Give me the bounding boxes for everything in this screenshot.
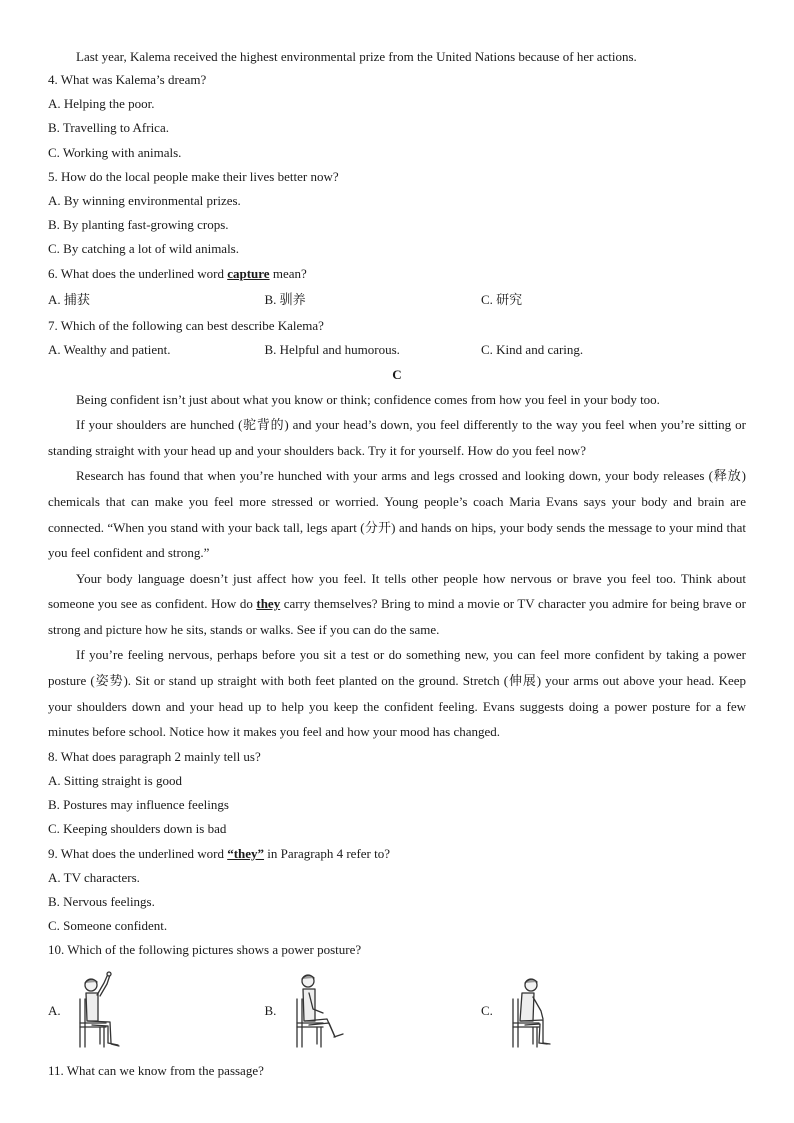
q6-option-a[interactable]: A. 捕获	[48, 291, 90, 307]
intro-line: Last year, Kalema received the highest environmental prize from the United Nations because of her actions.	[76, 49, 637, 64]
passage-paragraph-1: Being confident isn’t just about what you know or think; confidence comes from how you feel in your body too.	[76, 391, 660, 407]
q7-options	[48, 338, 746, 363]
q8-option-a[interactable]: A. Sitting straight is good	[48, 773, 182, 789]
question-7-stem: 7. Which of the following can best describe Kalema?	[48, 317, 324, 333]
q10-option-a[interactable]	[48, 971, 265, 1051]
question-5-stem: 5. How do the local people make their lives better now?	[48, 168, 339, 184]
q7-option-a[interactable]: A. Wealthy and patient.	[48, 342, 171, 358]
passage-paragraph-4	[48, 566, 746, 643]
passage-paragraph-3: Research has found that when you’re hunched with your arms and legs crossed and looking down, your body releases (释放) chemicals that can make you feel more stressed or worried. Young people’s coach Maria Evans says your body and brain are connected. “When you stand with your back tall, legs apart (分开) and hands on hips, your body sends the message to your mind that you feel confident and strong.”	[48, 468, 746, 561]
q6-stem-post: mean?	[269, 265, 307, 281]
passage-paragraph-2: If your shoulders are hunched (驼背的) and your head’s down, you feel differently to the way you feel when you’re sitting or standing straight with your head up and your shoulders back. Try it for yourself. How do you feel now?	[48, 417, 746, 458]
q10-option-b[interactable]	[265, 971, 482, 1051]
section-heading-c: C	[392, 366, 402, 382]
q10-option-b-label: B.	[264, 1002, 277, 1018]
q6-stem-pre: 6. What does the underlined word	[48, 265, 228, 281]
q6-options	[48, 286, 746, 314]
question-10-stem: 10. Which of the following pictures shows a power posture?	[48, 942, 362, 958]
q9-stem-post: in Paragraph 4 refer to?	[264, 845, 391, 861]
q7-option-c[interactable]: C. Kind and caring.	[481, 342, 584, 358]
q9-underlined-word: “they”	[227, 845, 265, 861]
para4-text-post: carry themselves? Bring to mind a movie or TV character you admire for being brave or strong and picture how he sits, stands or walks. See if you can do the same.	[48, 596, 746, 637]
question-9-stem	[48, 842, 746, 866]
question-6	[48, 262, 746, 314]
q6-option-c[interactable]: C. 研究	[481, 291, 523, 307]
person-arms-raised-on-chair-image	[70, 971, 140, 1051]
q8-option-c[interactable]: C. Keeping shoulders down is bad	[48, 821, 227, 837]
q10-option-c-label: C.	[481, 1002, 493, 1018]
passage-paragraph-5: If you’re feeling nervous, perhaps before you sit a test or do something new, you can feel more confident by taking a power posture (姿势). Sit or stand up straight with both feet planted on the ground. Stretch (伸展) your arms out above your head. Keep your shoulders down and your head up to help you keep the confident feeling. Evans suggests doing a power posture for a few minutes before school. Notice how it makes you feel and how your mood has changed.	[48, 647, 746, 740]
q10-picture-options	[48, 969, 746, 1053]
person-sitting-arms-down-on-chair-image	[287, 971, 357, 1051]
question-7	[48, 314, 746, 363]
para4-text-pre: Your body language doesn’t just affect how you feel. It tells other people how nervous or brave you feel too. Think about someone you see as confident. How do	[48, 570, 746, 612]
q8-option-b[interactable]: B. Postures may influence feelings	[48, 797, 229, 813]
question-8	[48, 745, 746, 842]
q4-option-b[interactable]: B. Travelling to Africa.	[48, 120, 169, 136]
q9-stem-pre: 9. What does the underlined word	[48, 845, 228, 861]
q4-option-c[interactable]: C. Working with animals.	[48, 144, 182, 160]
document-page	[48, 46, 746, 1083]
q5-option-c[interactable]: C. By catching a lot of wild animals.	[48, 241, 239, 257]
q10-option-c[interactable]	[481, 971, 698, 1051]
question-8-stem: 8. What does paragraph 2 mainly tell us?	[48, 748, 261, 764]
q6-option-b[interactable]: B. 驯养	[264, 291, 306, 307]
q9-option-a[interactable]: A. TV characters.	[48, 869, 140, 885]
q4-option-a[interactable]: A. Helping the poor.	[48, 96, 155, 112]
q5-option-a[interactable]: A. By winning environmental prizes.	[48, 193, 241, 209]
person-hunched-on-chair-image	[503, 971, 573, 1051]
question-10	[48, 938, 746, 1052]
q7-option-b[interactable]: B. Helpful and humorous.	[264, 342, 400, 358]
q9-option-c[interactable]: C. Someone confident.	[48, 918, 168, 934]
question-5	[48, 165, 746, 262]
q10-option-a-label: A.	[48, 1002, 61, 1018]
q9-option-b[interactable]: B. Nervous feelings.	[48, 894, 155, 910]
question-4-stem: 4. What was Kalema’s dream?	[48, 72, 207, 87]
question-9	[48, 842, 746, 939]
question-11-stem: 11. What can we know from the passage?	[48, 1062, 264, 1078]
para4-underlined-word: they	[256, 596, 281, 612]
question-6-stem	[48, 262, 746, 286]
q5-option-b[interactable]: B. By planting fast-growing crops.	[48, 217, 229, 233]
q6-underlined-word: capture	[227, 265, 270, 281]
question-4	[48, 68, 746, 165]
